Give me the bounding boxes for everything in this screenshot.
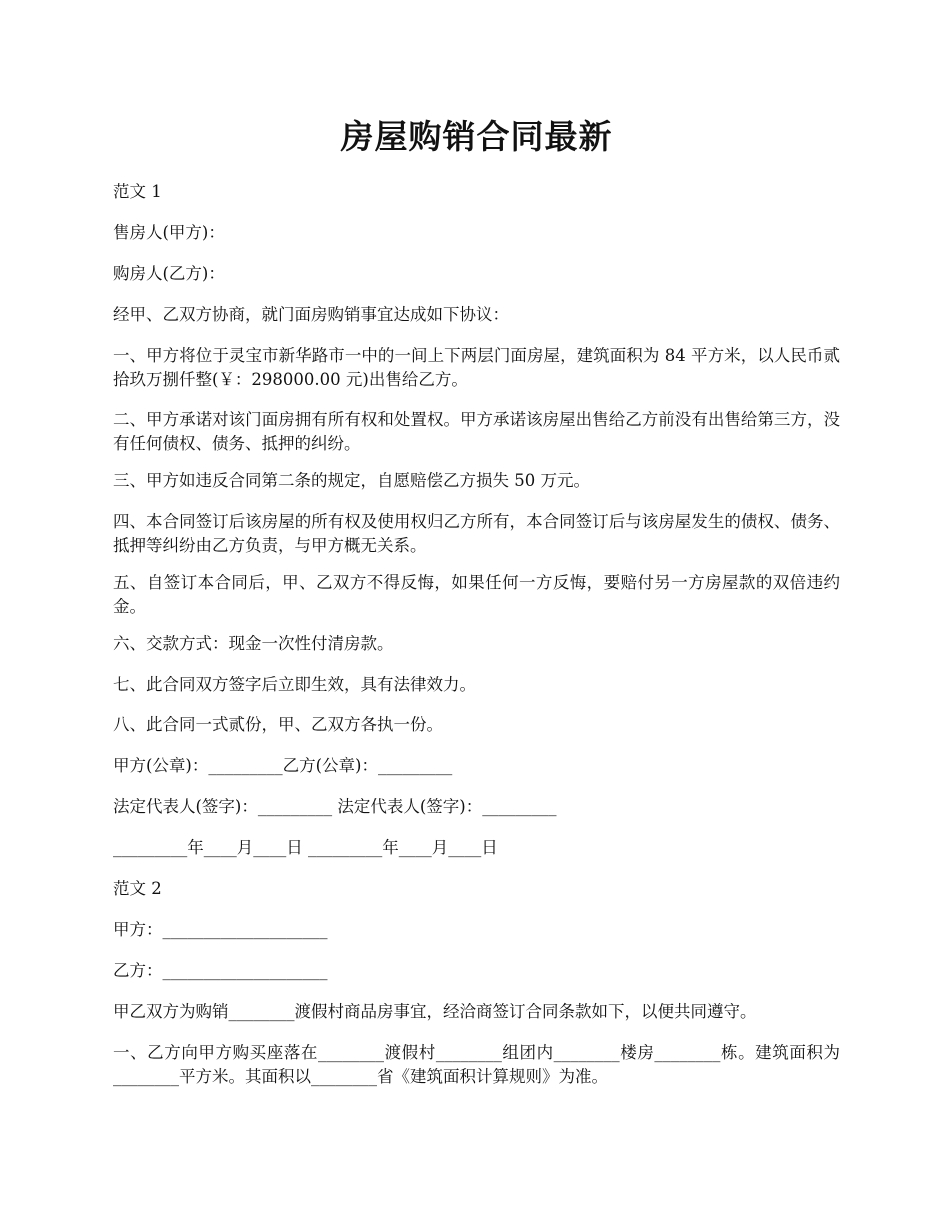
clause-2: 二、甲方承诺对该门面房拥有所有权和处置权。甲方承诺该房屋出售给乙方前没有出售给第三方，没有任何债权、债务、抵押的纠纷。: [113, 410, 840, 453]
clause-5: 五、自签订本合同后，甲、乙双方不得反悔，如果任何一方反悔，要赔付另一方房屋款的双倍违约金。: [113, 573, 840, 616]
party-a-line: 甲方：____________________: [113, 920, 328, 939]
clause-6: 六、交款方式：现金一次性付清房款。: [113, 634, 394, 653]
clause-8: 八、此合同一式贰份，甲、乙双方各执一份。: [113, 715, 443, 734]
seller-line: 售房人(甲方)：: [113, 223, 225, 242]
sample-2-intro: 甲乙双方为购销________渡假村商品房事宜，经洽商签订合同条款如下，以便共同遵守。: [113, 1002, 757, 1021]
representative-signature-line: 法定代表人(签字)：_________ 法定代表人(签字)：_________: [113, 797, 557, 816]
agreement-intro: 经甲、乙双方协商，就门面房购销事宜达成如下协议：: [113, 305, 509, 324]
section-label-sample-1: 范文 1: [113, 182, 162, 201]
seal-line: 甲方(公章)：_________乙方(公章)：_________: [113, 756, 453, 775]
clause-7: 七、此合同双方签字后立即生效，具有法律效力。: [113, 675, 476, 694]
document-title: 房屋购销合同最新: [340, 117, 613, 156]
sample-2-clause-1: 一、乙方向甲方购买座落在________渡假村________组团内________楼房________栋。建筑面积为________平方米。其面积以________省《建筑面积计算规则》为准。: [113, 1043, 840, 1086]
date-line: _________年____月____日 _________年____月____日: [113, 838, 498, 857]
clause-4: 四、本合同签订后该房屋的所有权及使用权归乙方所有，本合同签订后与该房屋发生的债权、债务、抵押等纠纷由乙方负责，与甲方概无关系。: [113, 512, 840, 555]
clause-3: 三、甲方如违反合同第二条的规定，自愿赔偿乙方损失 50 万元。: [113, 471, 590, 490]
clause-1: 一、甲方将位于灵宝市新华路市一中的一间上下两层门面房屋，建筑面积为 84 平方米，以人民币贰拾玖万捌仟整(￥：298000.00 元)出售给乙方。: [113, 346, 840, 389]
buyer-line: 购房人(乙方)：: [113, 264, 225, 283]
section-label-sample-2: 范文 2: [113, 879, 162, 898]
party-b-line: 乙方：____________________: [113, 961, 328, 980]
